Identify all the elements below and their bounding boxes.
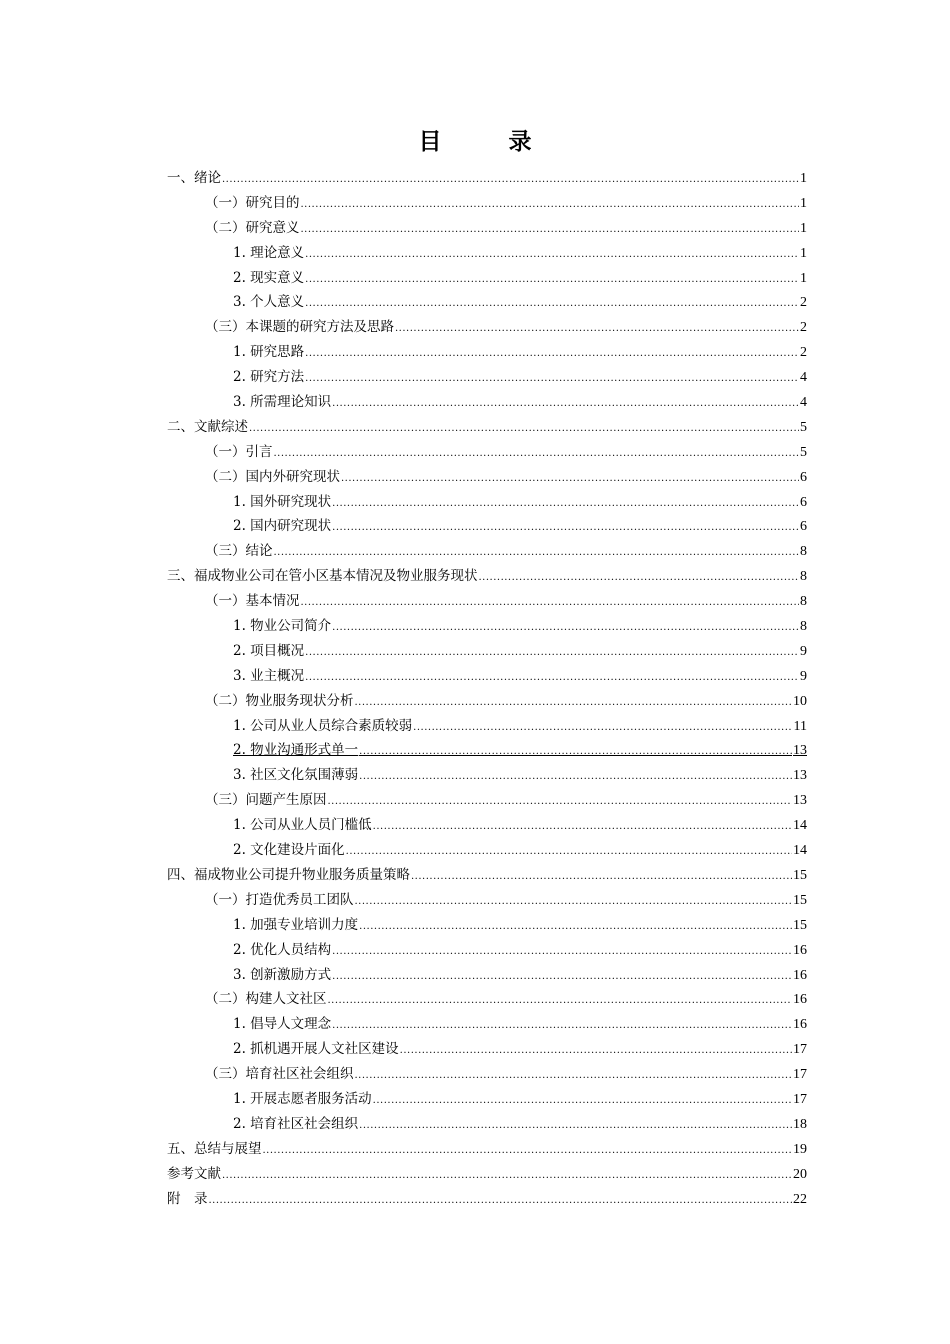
toc-entry-page-number: 16: [793, 967, 807, 983]
toc-entry[interactable]: [167, 315, 807, 340]
dot-leader: [479, 572, 800, 583]
toc-entry[interactable]: [167, 763, 807, 788]
dot-leader: [355, 1070, 793, 1081]
dot-leader: [328, 796, 793, 807]
toc-entry-page-number: 15: [793, 867, 807, 883]
toc-entry-page-number: 18: [793, 1116, 807, 1132]
toc-entry-page-number: 13: [793, 793, 807, 809]
dot-leader: [332, 522, 799, 533]
page-title: 目 录: [418, 128, 554, 155]
toc-entry-page-number: 5: [800, 444, 807, 460]
toc-entry-page-number: 2: [800, 295, 807, 311]
toc-entry[interactable]: [167, 290, 807, 315]
toc-entry-title: （二）构建人文社区: [205, 991, 327, 1008]
toc-entry-title: 1. 物业公司简介: [233, 618, 332, 635]
toc-entry-title: （三）本课题的研究方法及思路: [205, 319, 394, 336]
toc-entry-page-number: 14: [793, 818, 807, 834]
dot-leader: [305, 672, 799, 683]
toc-entry-page-number: 2: [800, 345, 807, 361]
toc-entry[interactable]: [167, 490, 807, 515]
toc-entry-page-number: 17: [793, 1091, 807, 1107]
toc-entry-page-number: 17: [793, 1042, 807, 1058]
toc-entry-title: 1. 公司从业人员综合素质较弱: [233, 717, 413, 734]
toc-entry[interactable]: [167, 340, 807, 365]
toc-entry-page-number: 9: [800, 643, 807, 659]
dot-leader: [305, 249, 799, 260]
dot-leader: [301, 597, 800, 608]
toc-entry-page-number: 6: [800, 469, 807, 485]
toc-entry[interactable]: [167, 614, 807, 639]
dot-leader: [359, 746, 792, 757]
toc-entry[interactable]: [167, 1087, 807, 1112]
toc-entry-page-number: 4: [800, 370, 807, 386]
toc-entry-title: 2. 研究方法: [233, 369, 305, 386]
toc-entry[interactable]: [167, 1012, 807, 1037]
toc-entry-page-number: 13: [793, 743, 807, 759]
dot-leader: [274, 448, 800, 459]
toc-entry-title: 2. 抓机遇开展人文社区建设: [233, 1041, 399, 1058]
dot-leader: [413, 722, 792, 733]
toc-entry[interactable]: [167, 738, 807, 763]
toc-entry-page-number: 8: [800, 594, 807, 610]
toc-entry[interactable]: [167, 714, 807, 739]
dot-leader: [274, 547, 800, 558]
toc-entry-page-number: 11: [793, 718, 807, 734]
toc-entry-title: （三）培育社区社会组织: [205, 1066, 354, 1083]
dot-leader: [305, 348, 799, 359]
toc-entry[interactable]: [167, 913, 807, 938]
toc-entry-title: 1. 开展志愿者服务活动: [233, 1090, 372, 1107]
toc-entry-page-number: 15: [793, 892, 807, 908]
toc-entry-page-number: 2: [800, 320, 807, 336]
toc-entry-title: 3. 社区文化氛围薄弱: [233, 767, 359, 784]
toc-entry-title: 一、绪论: [167, 170, 221, 186]
toc-entry[interactable]: [167, 514, 807, 539]
dot-leader: [332, 946, 792, 957]
toc-entry-page-number: 6: [800, 519, 807, 535]
dot-leader: [395, 323, 799, 334]
dot-leader: [359, 921, 792, 932]
toc-entry-page-number: 8: [800, 619, 807, 635]
toc-entry[interactable]: [167, 166, 807, 191]
toc-entry[interactable]: [167, 888, 807, 913]
dot-leader: [301, 199, 800, 210]
dot-leader: [373, 1095, 792, 1106]
toc-entry-page-number: 1: [800, 171, 807, 186]
toc-entry-page-number: 6: [800, 494, 807, 510]
toc-entry[interactable]: [167, 938, 807, 963]
dot-leader: [305, 298, 799, 309]
toc-entry[interactable]: [167, 440, 807, 465]
toc-entry[interactable]: [167, 1162, 807, 1187]
toc-entry[interactable]: [167, 241, 807, 266]
toc-entry-title: 1. 倡导人文理念: [233, 1016, 332, 1033]
dot-leader: [373, 821, 792, 832]
dot-leader: [263, 1145, 793, 1156]
toc-entry[interactable]: [167, 963, 807, 988]
toc-entry-title: （一）基本情况: [205, 593, 300, 610]
toc-entry-page-number: 13: [793, 768, 807, 784]
toc-entry-page-number: 22: [793, 1191, 807, 1207]
toc-entry[interactable]: [167, 1112, 807, 1137]
toc-entry[interactable]: [167, 1137, 807, 1162]
dot-leader: [222, 1170, 792, 1181]
toc-entry-title: 2. 物业沟通形式单一: [233, 742, 359, 759]
toc-entry-page-number: 8: [800, 569, 807, 585]
toc-entry-title: 2. 优化人员结构: [233, 941, 332, 958]
toc-entry-page-number: 15: [793, 917, 807, 933]
toc-entry-page-number: 17: [793, 1067, 807, 1083]
table-of-contents: [167, 166, 807, 1211]
toc-entry-title: 2. 国内研究现状: [233, 518, 332, 535]
toc-entry-title: （一）打造优秀员工团队: [205, 891, 354, 908]
toc-entry-title: 2. 现实意义: [233, 269, 305, 286]
toc-entry[interactable]: [167, 813, 807, 838]
toc-entry-title: 1. 研究思路: [233, 344, 305, 361]
toc-entry-page-number: 14: [793, 843, 807, 859]
toc-entry-title: 五、总结与展望: [167, 1140, 262, 1157]
toc-entry-title: 3. 所需理论知识: [233, 394, 332, 411]
dot-leader: [355, 896, 793, 907]
toc-entry[interactable]: [167, 987, 807, 1012]
toc-entry-page-number: 10: [793, 693, 807, 709]
toc-entry[interactable]: [167, 1062, 807, 1087]
dot-leader: [346, 846, 792, 857]
toc-entry-title: 附 录: [167, 1190, 208, 1207]
dot-leader: [249, 423, 799, 434]
toc-entry[interactable]: [167, 415, 807, 440]
toc-entry-title: 3. 业主概况: [233, 667, 305, 684]
toc-entry-title: 四、福成物业公司提升物业服务质量策略: [167, 866, 410, 883]
toc-entry-title: 1. 理论意义: [233, 244, 305, 261]
dot-leader: [209, 1195, 793, 1206]
toc-entry-page-number: 16: [793, 1017, 807, 1033]
toc-entry[interactable]: [167, 365, 807, 390]
dot-leader: [305, 647, 799, 658]
toc-entry-title: （二）国内外研究现状: [205, 468, 340, 485]
toc-entry-page-number: 19: [793, 1141, 807, 1157]
dot-leader: [359, 771, 792, 782]
toc-entry[interactable]: [167, 664, 807, 689]
toc-entry[interactable]: [167, 564, 807, 589]
toc-entry-title: （一）引言: [205, 443, 273, 460]
toc-entry[interactable]: [167, 788, 807, 813]
dot-leader: [222, 174, 799, 185]
toc-entry-title: （二）研究意义: [205, 219, 300, 236]
toc-entry-title: 2. 文化建设片面化: [233, 842, 345, 859]
toc-entry[interactable]: [167, 539, 807, 564]
toc-entry-title: 2. 培育社区社会组织: [233, 1115, 359, 1132]
toc-entry[interactable]: [167, 266, 807, 291]
dot-leader: [355, 697, 793, 708]
toc-entry-page-number: 4: [800, 395, 807, 411]
toc-entry[interactable]: [167, 216, 807, 241]
toc-entry-page-number: 16: [793, 992, 807, 1008]
dot-leader: [341, 473, 799, 484]
dot-leader: [400, 1045, 792, 1056]
dot-leader: [332, 1020, 792, 1031]
toc-entry-title: 二、文献综述: [167, 418, 248, 435]
toc-entry-title: 三、福成物业公司在管小区基本情况及物业服务现状: [167, 568, 478, 585]
dot-leader: [301, 224, 800, 235]
toc-entry[interactable]: [167, 1187, 807, 1212]
dot-leader: [332, 398, 799, 409]
toc-entry-page-number: 8: [800, 544, 807, 560]
toc-entry[interactable]: [167, 689, 807, 714]
toc-entry[interactable]: [167, 589, 807, 614]
dot-leader: [332, 971, 792, 982]
toc-entry[interactable]: [167, 838, 807, 863]
toc-entry-title: 参考文献: [167, 1165, 221, 1182]
toc-entry-page-number: 1: [800, 270, 807, 286]
toc-entry-title: 3. 个人意义: [233, 294, 305, 311]
toc-entry[interactable]: [167, 390, 807, 415]
toc-entry-title: 1. 公司从业人员门槛低: [233, 817, 372, 834]
dot-leader: [332, 498, 799, 509]
toc-entry[interactable]: [167, 863, 807, 888]
toc-entry-page-number: 5: [800, 419, 807, 435]
toc-entry-title: （三）问题产生原因: [205, 792, 327, 809]
toc-entry-title: （三）结论: [205, 543, 273, 560]
dot-leader: [411, 871, 792, 882]
toc-entry-page-number: 9: [800, 668, 807, 684]
toc-entry-title: （二）物业服务现状分析: [205, 692, 354, 709]
toc-entry-page-number: 1: [800, 195, 807, 211]
dot-leader: [332, 622, 799, 633]
toc-entry-page-number: 20: [793, 1166, 807, 1182]
toc-entry-title: 2. 项目概况: [233, 642, 305, 659]
toc-entry[interactable]: [167, 1037, 807, 1062]
toc-entry-title: （一）研究目的: [205, 194, 300, 211]
toc-entry[interactable]: [167, 465, 807, 490]
dot-leader: [305, 373, 799, 384]
toc-entry-title: 1. 加强专业培训力度: [233, 916, 359, 933]
toc-entry-page-number: 1: [800, 220, 807, 236]
dot-leader: [359, 1120, 792, 1131]
toc-entry[interactable]: [167, 639, 807, 664]
toc-entry-title: 1. 国外研究现状: [233, 493, 332, 510]
toc-entry-title: 3. 创新激励方式: [233, 966, 332, 983]
toc-entry-page-number: 16: [793, 942, 807, 958]
dot-leader: [305, 274, 799, 285]
dot-leader: [328, 995, 793, 1006]
toc-entry[interactable]: [167, 191, 807, 216]
toc-entry-page-number: 1: [800, 245, 807, 261]
